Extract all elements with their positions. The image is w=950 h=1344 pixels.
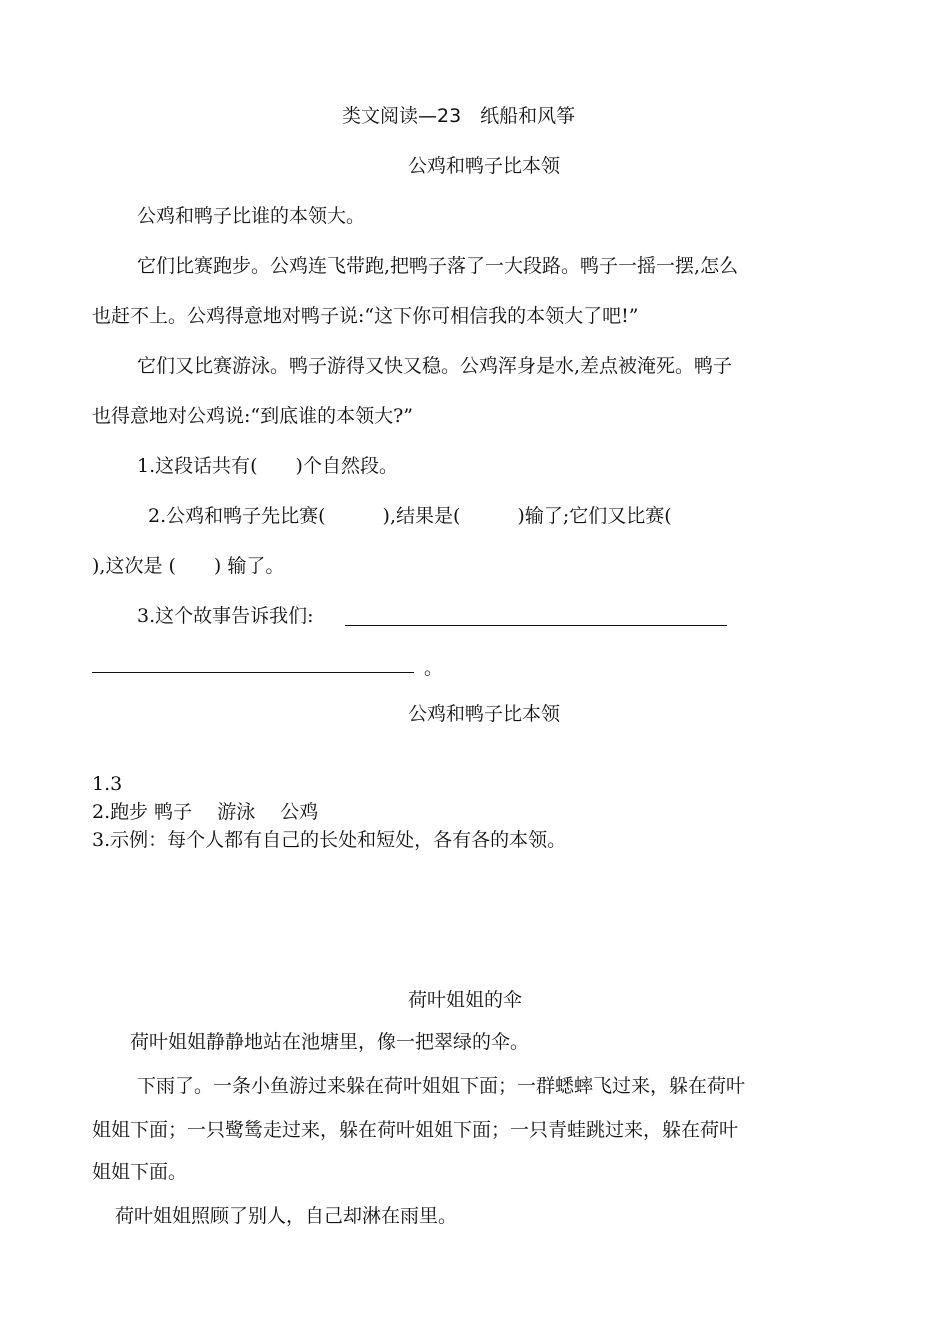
story1-paragraph: 公鸡和鸭子比谁的本领大。 [137, 205, 366, 227]
story1-title: 公鸡和鸭子比本领 [408, 155, 561, 177]
question-2-continued: ),这次是 ( ) 输了。 [92, 555, 285, 577]
question-3-end: 。 [424, 657, 444, 679]
answers-title: 公鸡和鸭子比本领 [408, 703, 561, 725]
story2-paragraph: 下雨了。一条小鱼游过来躲在荷叶姐姐下面；一群蟋蟀飞过来，躲在荷叶 [137, 1075, 746, 1097]
story2-paragraph: 荷叶姐姐照顾了别人，自己却淋在雨里。 [115, 1205, 458, 1227]
question-1: 1.这段话共有( )个自然段。 [137, 455, 398, 477]
story1-paragraph: 也得意地对公鸡说:“到底谁的本领大?” [92, 405, 414, 427]
answer-line [92, 672, 414, 673]
story1-paragraph: 也赶不上。公鸡得意地对鸭子说:“这下你可相信我的本领大了吧!” [92, 305, 639, 327]
page-title: 类文阅读—23 纸船和风筝 [342, 105, 576, 127]
story2-paragraph: 姐姐下面；一只鹭鸶走过来，躲在荷叶姐姐下面；一只青蛙跳过来，躲在荷叶 [92, 1119, 739, 1141]
answer-1: 1.3 [92, 773, 123, 795]
answer-2: 2.跑步 鸭子 游泳 公鸡 [92, 801, 319, 823]
story1-paragraph: 它们比赛跑步。公鸡连飞带跑,把鸭子落了一大段路。鸭子一摇一摆,怎么 [137, 255, 739, 277]
story1-paragraph: 它们又比赛游泳。鸭子游得又快又稳。公鸡浑身是水,差点被淹死。鸭子 [137, 355, 733, 377]
story2-paragraph: 姐姐下面。 [92, 1161, 188, 1183]
story2-paragraph: 荷叶姐姐静静地站在池塘里，像一把翠绿的伞。 [130, 1031, 530, 1053]
answer-3: 3.示例：每个人都有自己的长处和短处，各有各的本领。 [92, 829, 567, 851]
answer-line [345, 625, 727, 626]
question-3: 3.这个故事告诉我们: [137, 605, 314, 627]
story2-title: 荷叶姐姐的伞 [408, 989, 523, 1011]
question-2: 2.公鸡和鸭子先比赛( ),结果是( )输了;它们又比赛( [148, 505, 672, 527]
